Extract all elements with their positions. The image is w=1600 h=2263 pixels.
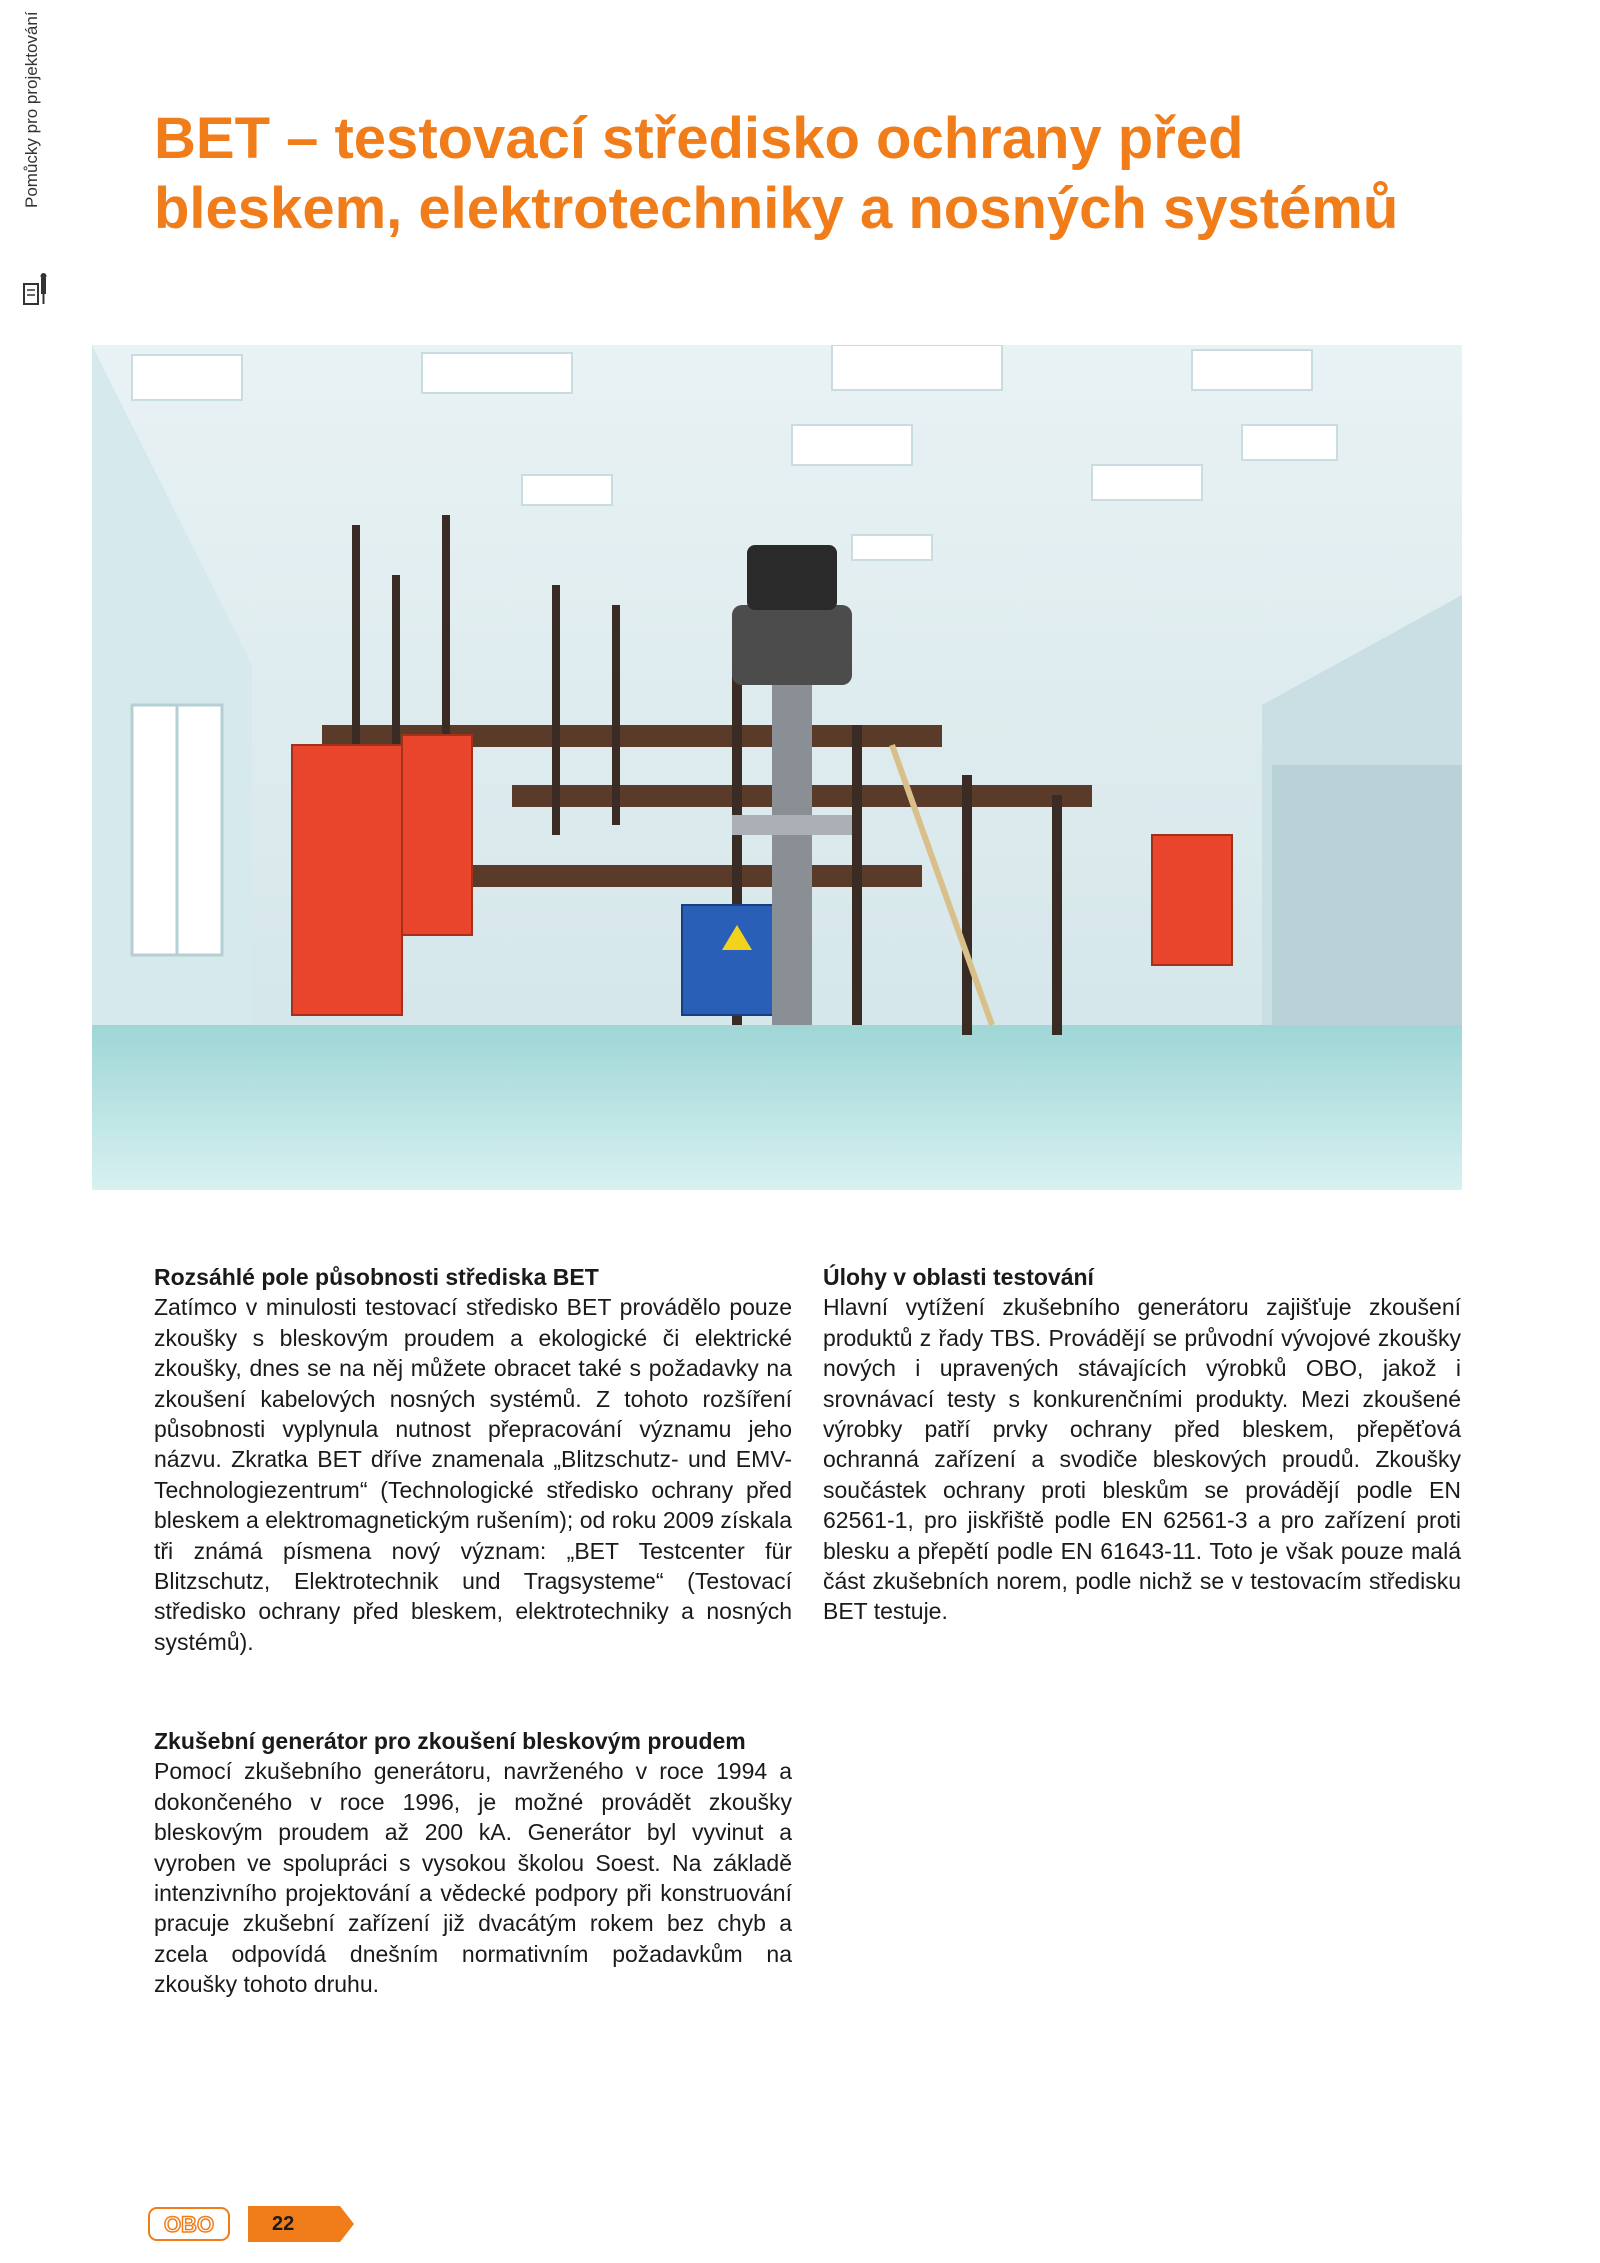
page-number: 22: [272, 2213, 295, 2235]
section-text: Zatímco v minulosti testovací středisko BET provádělo pouze zkoušky s bleskovým proudem a ekologické či elektrické zkoušky, dnes se na něj můžete obracet také s požadavky na zkoušení kabelových nosných systémů. Z tohoto rozšíření působnosti vyplynula nutnost přepracování významu jeho názvu. Zkratka BET dříve znamenala „Blitzschutz- und EMV-Technologiezentrum“ (Technologické středisko ochrany před bleskem a elektromagnetickým rušením); od roku 2009 získala tři známá písmena nový význam: „BET Testcenter für Blitzschutz, Elektrotechnik und Tragsysteme“ (Testovací středisko ochrany před bleskem, elektrotechniky a nosných systémů).: [154, 1294, 792, 1655]
section-heading: Úlohy v oblasti testování: [823, 1264, 1094, 1290]
section-heading: Rozsáhlé pole působnosti střediska BET: [154, 1264, 599, 1290]
title-line-2: bleskem, elektrotechniky a nosných systémů: [154, 176, 1399, 241]
obo-logo: [148, 2207, 230, 2241]
sidebar-label: Pomůcky pro projektování: [22, 11, 41, 208]
section-text: Hlavní vytížení zkušebního generátoru zajišťuje zkoušení produktů z řady TBS. Provádějí se průvodní vývojové zkoušky nových i upravených stávajících výrobků OBO, jakož i srovnávací testy s konkurenčními produkty. Mezi zkoušené výrobky patří prvky ochrany před bleskem, přepěťová ochranná zařízení a svodiče bleskových proudů. Zkoušky součástek ochrany proti bleskům se provádějí podle EN 62561-1, pro jiskřiště podle EN 62561-3 a pro zařízení proti blesku a přepětí podle EN 61643-11. Toto je však pouze malá část zkušebních norem, podle nichž se v testovacím středisku BET testuje.: [823, 1294, 1461, 1625]
page-title: [154, 104, 1454, 244]
section-heading: Zkušební generátor pro zkoušení bleskovým proudem: [154, 1728, 746, 1754]
tools-icon: [22, 270, 52, 310]
logo-text: OBO: [163, 2212, 215, 2237]
section-scope: [154, 1262, 792, 1657]
title-line-1: BET – testovací středisko ochrany před: [154, 106, 1244, 171]
lab-photo: [92, 345, 1462, 1190]
page-number-tab: [248, 2206, 354, 2242]
section-generator: [154, 1726, 792, 2000]
section-text: Pomocí zkušebního generátoru, navrženého v roce 1994 a dokončeného v roce 1996, je možné provádět zkoušky bleskovým proudem až 200 kA. Generátor byl vyvinut a vyroben ve spolupráci s vysokou školou Soest. Na základě intenzivního projektování a vědecké podpory při konstruování pracuje zkušební zařízení již dvacátým rokem bez chyb a zcela odpovídá dnešním normativním požadavkům na zkoušky tohoto druhu.: [154, 1758, 792, 1998]
section-tasks: [823, 1262, 1461, 1627]
